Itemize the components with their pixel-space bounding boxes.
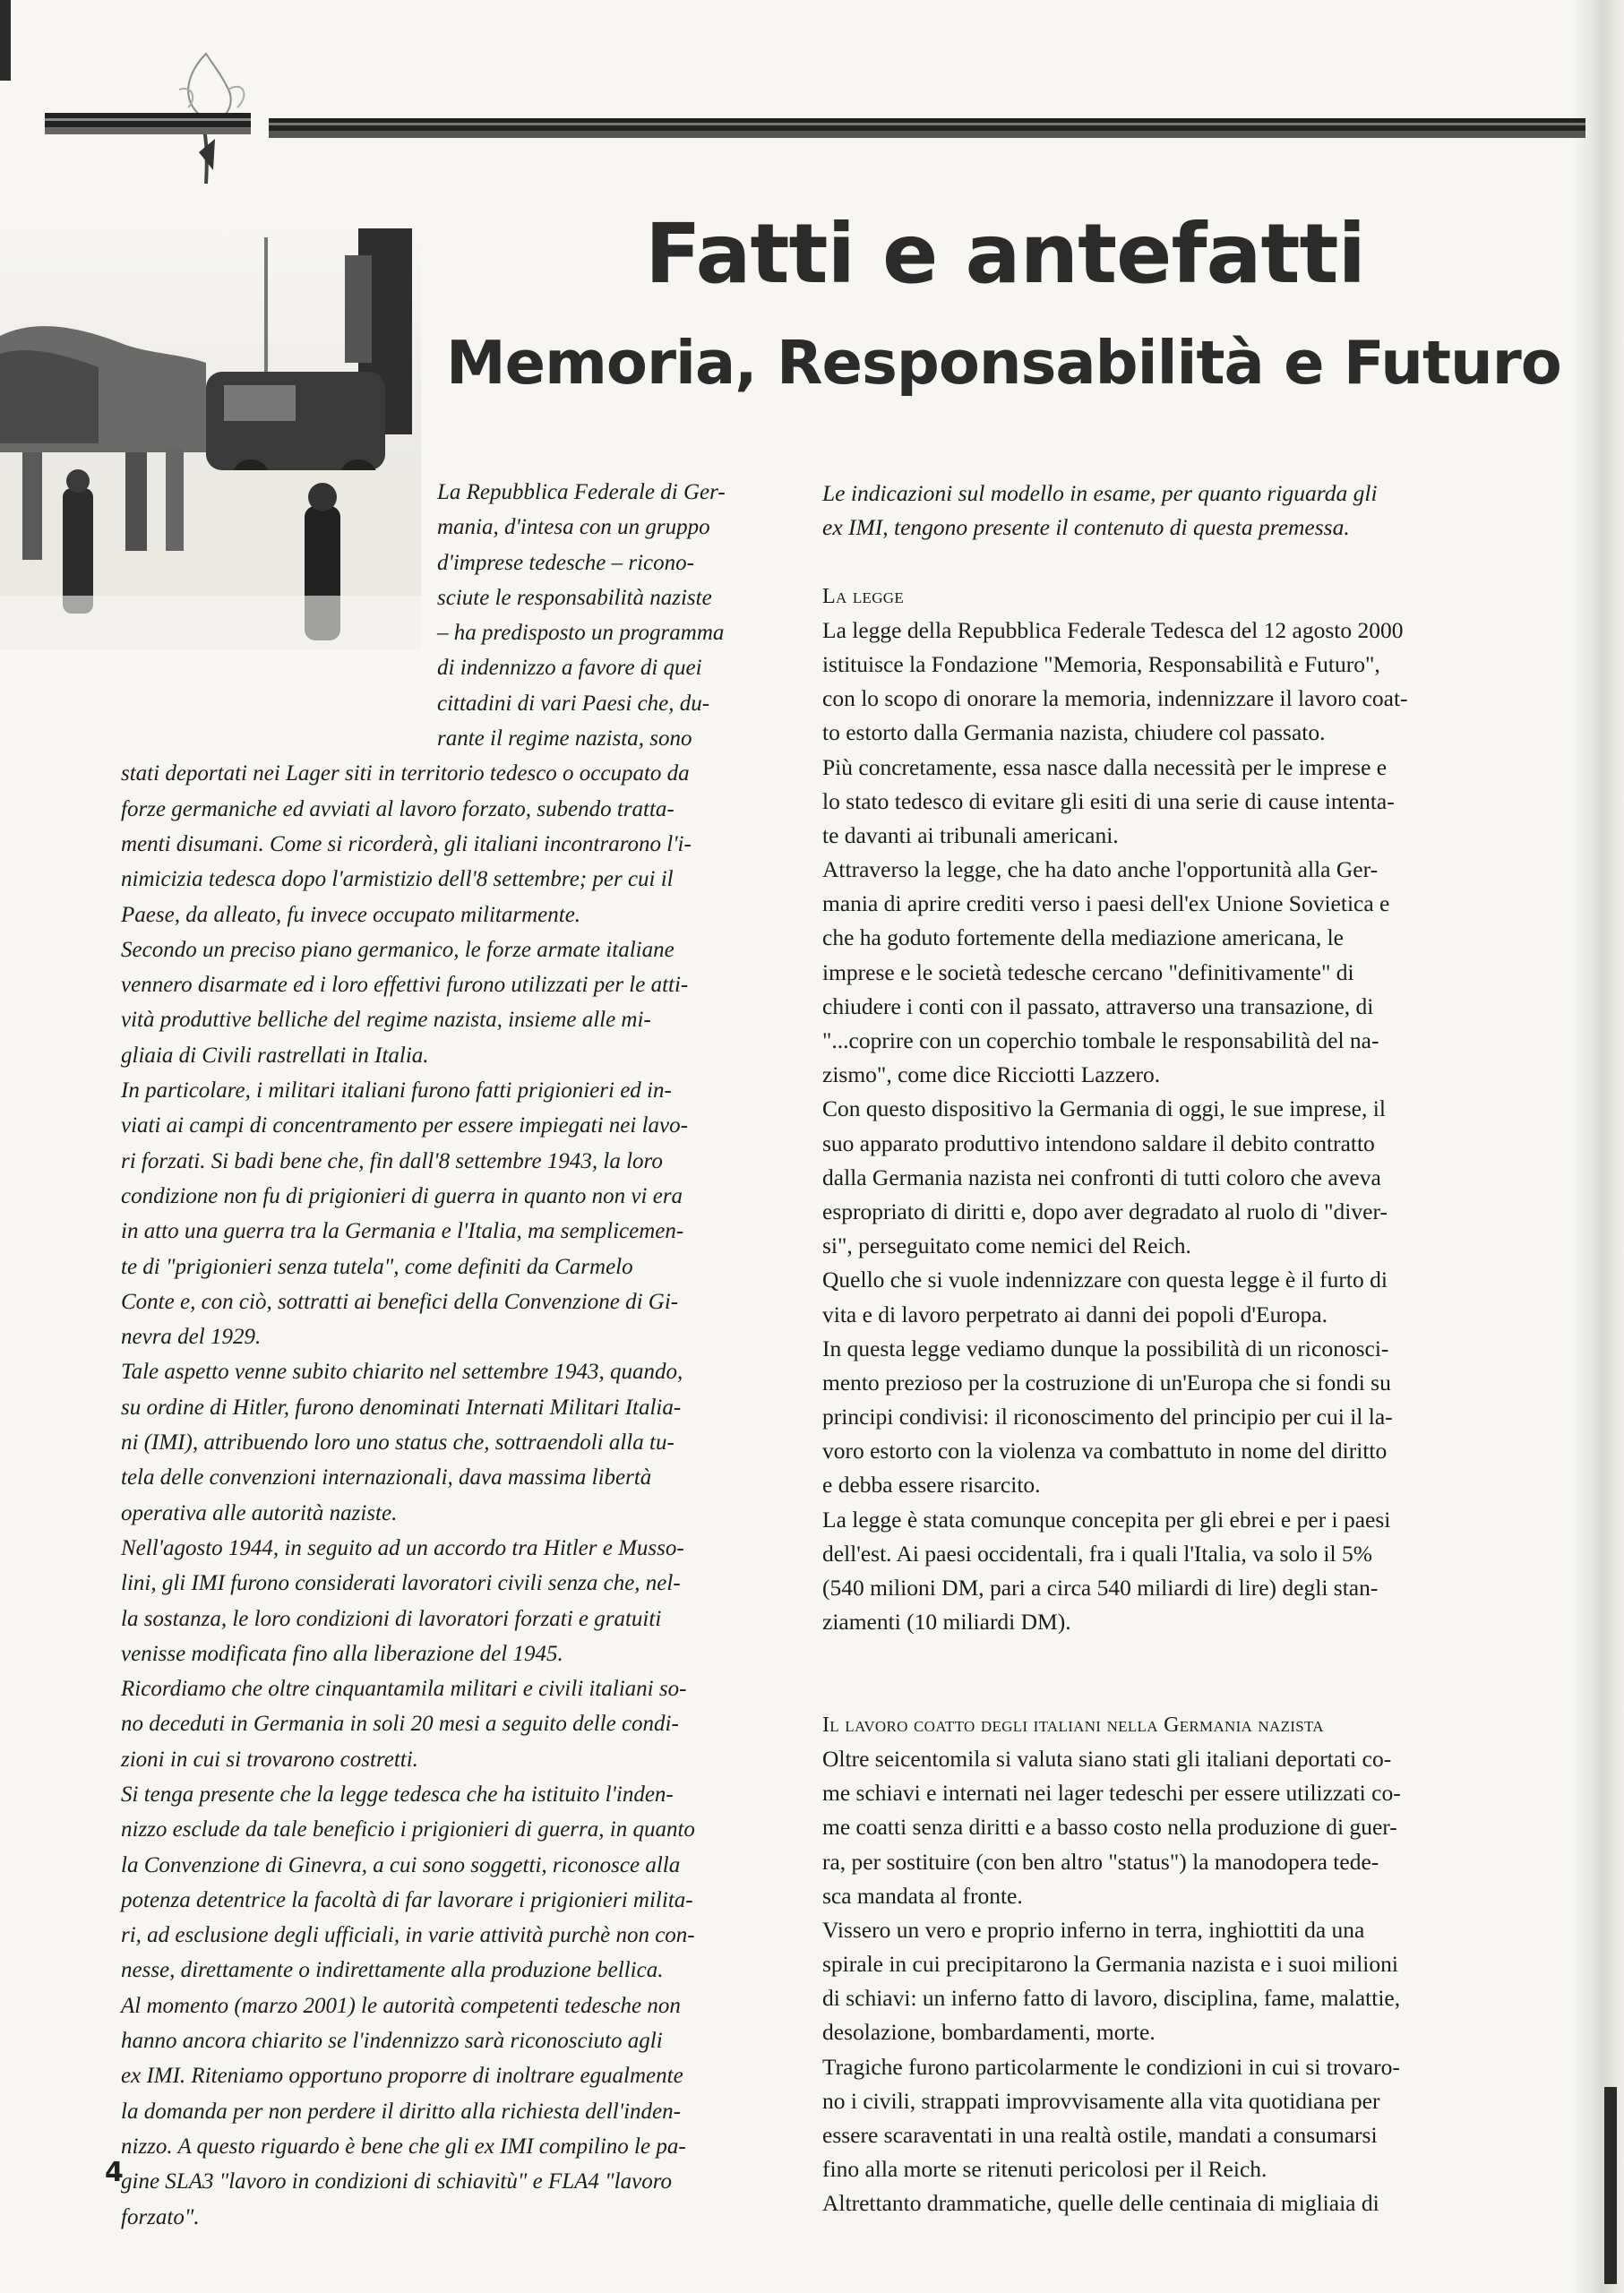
text-line: "...coprire con un coperchio tombale le responsabilità del na- (822, 1027, 1379, 1053)
text-line: to estorto dalla Germania nazista, chiudere col passato. (822, 719, 1326, 746)
text-line: di indennizzo a favore di quei (437, 656, 702, 681)
text-line: ri forzati. Si badi bene che, fin dall'8 settembre 1943, la loro (121, 1148, 663, 1173)
text-line: ziamenti (10 miliardi DM). (822, 1609, 1071, 1636)
text-line: voro estorto con la violenza va combattuto in nome del diritto (822, 1438, 1388, 1464)
text-line: ri, ad esclusione degli ufficiali, in varie attività purchè non con- (121, 1923, 695, 1948)
text-line: Oltre seicentomila si valuta siano stati gli italiani deportati co- (822, 1745, 1392, 1772)
text-line: no i civili, strappati improvvisamente alla vita quotidiana per (822, 2087, 1380, 2114)
text-line: si", perseguitato come nemici del Reich. (822, 1232, 1191, 1259)
text-line: Secondo un preciso piano germanico, le forze armate italiane (121, 937, 675, 962)
text-line: Altrettanto drammatiche, quelle delle centinaia di migliaia di (822, 2190, 1379, 2217)
text-line: nimicizia tedesca dopo l'armistizio dell'8 settembre; per cui il (121, 867, 674, 892)
text-line: viati ai campi di concentramento per essere impiegati nei lavo- (121, 1113, 688, 1138)
text-line: dalla Germania nazista nei confronti di tutti coloro che aveva (822, 1164, 1381, 1190)
text-line: principi condivisi: il riconoscimento del principio per cui il la- (822, 1404, 1393, 1430)
text-line: no deceduti in Germania in soli 20 mesi a seguito delle condi- (121, 1712, 679, 1737)
text-line: condizione non fu di prigionieri di guerra in quanto non vi era (121, 1183, 683, 1208)
text-line: Con questo dispositivo la Germania di oggi, le sue imprese, il (822, 1095, 1386, 1122)
text-line: ra, per sostituire (con ben altro "status") la manodopera tede- (822, 1848, 1379, 1875)
text-line: Si tenga presente che la legge tedesca che ha istituito l'inden- (121, 1782, 674, 1807)
text-line: Nell'agosto 1944, in seguito ad un accordo tra Hitler e Musso- (121, 1535, 684, 1560)
text-line: Paese, da alleato, fu invece occupato militarmente. (121, 902, 581, 927)
text-line: istituisce la Fondazione "Memoria, Responsabilità e Futuro", (822, 650, 1380, 677)
text-line: operativa alle autorità naziste. (121, 1500, 398, 1525)
text-line: nevra del 1929. (121, 1325, 262, 1350)
text-line: In questa legge vediamo dunque la possibilità di un riconosci- (822, 1335, 1389, 1361)
text-line: di schiavi: un inferno fatto di lavoro, disciplina, fame, malattie, (822, 1985, 1401, 2012)
text-line: Attraverso la legge, che ha dato anche l'opportunità alla Ger- (822, 856, 1379, 883)
text-line: vità produttive belliche del regime nazista, insieme alle mi- (121, 1008, 651, 1033)
text-line: zismo", come dice Ricciotti Lazzero. (822, 1061, 1161, 1088)
header-rule-left (45, 113, 251, 134)
text-line: Più concretamente, essa nasce dalla necessità per le imprese e (822, 753, 1388, 780)
text-line: suo apparato produttivo intendono saldare il debito contratto (822, 1129, 1375, 1156)
text-line: te di "prigionieri senza tutela", come definiti da Carmelo (121, 1254, 633, 1279)
section-heading-legge: La legge (822, 584, 905, 608)
text-line: forzato". (121, 2204, 200, 2229)
text-line: vennero disarmate ed i loro effettivi furono utilizzati per le atti- (121, 973, 689, 998)
page-subtitle: Memoria, Responsabilità e Futuro (446, 328, 1561, 398)
text-line: me coatti senza diritti e a basso costo nella produzione di guer- (822, 1814, 1397, 1841)
text-line: espropriato di diritti e, dopo aver degradato al ruolo di "diver- (822, 1198, 1388, 1224)
text-line: La legge della Repubblica Federale Tedesca del 12 agosto 2000 (822, 616, 1404, 643)
text-line: La Repubblica Federale di Ger- (437, 480, 726, 504)
text-line: forze germaniche ed avviati al lavoro forzato, subendo tratta- (121, 796, 675, 821)
text-line: la Convenzione di Ginevra, a cui sono soggetti, riconosce alla (121, 1852, 681, 1877)
text-line: cittadini di vari Paesi che, du- (437, 691, 710, 716)
text-line: venisse modificata fino alla liberazione del 1945. (121, 1641, 563, 1666)
text-line: stati deportati nei Lager siti in territorio tedesco o occupato da (121, 761, 690, 786)
text-line: In particolare, i militari italiani furono fatti prigionieri ed in- (121, 1078, 672, 1104)
flower-ornament-icon (152, 36, 278, 188)
text-line: dell'est. Ai paesi occidentali, fra i quali l'Italia, va solo il 5% (822, 1540, 1372, 1567)
text-line: Conte e, con ciò, sottratti ai benefici della Convenzione di Gi- (121, 1289, 679, 1314)
blank-line (822, 1639, 1440, 1673)
text-line: ex IMI, tengono presente il contenuto di questa premessa. (822, 514, 1350, 541)
text-line: spirale in cui precipitarono la Germania nazista e i suoi milioni (822, 1951, 1398, 1978)
text-line: menti disumani. Come si ricorderà, gli italiani incontrarono l'i- (121, 831, 692, 856)
page-title: Fatti e antefatti (645, 206, 1366, 302)
scan-edge-right (1570, 0, 1624, 2293)
text-line: zioni in cui si trovarono costretti. (121, 1747, 418, 1772)
text-line: gine SLA3 "lavoro in condizioni di schiavitù" e FLA4 "lavoro (121, 2169, 673, 2194)
text-line: nesse, direttamente o indirettamente alla produzione bellica. (121, 1958, 664, 1983)
text-line: Le indicazioni sul modello in esame, per quanto riguarda gli (822, 480, 1378, 506)
text-line: mania di aprire crediti verso i paesi dell'ex Unione Sovietica e (822, 890, 1390, 917)
text-line: te davanti ai tribunali americani. (822, 821, 1119, 848)
header-rule (269, 118, 1585, 138)
text-line: sciute le responsabilità naziste (437, 585, 712, 610)
text-line: in atto una guerra tra la Germania e l'Italia, ma semplicemen- (121, 1219, 684, 1244)
text-line: chiudere i conti con il passato, attraverso una transazione, di (822, 992, 1374, 1019)
text-line: sca mandata al fronte. (822, 1882, 1023, 1909)
text-line: che ha goduto fortemente della mediazione americana, le (822, 924, 1344, 951)
text-line: gliaia di Civili rastrellati in Italia. (121, 1043, 429, 1068)
page-number: 4 (105, 2157, 124, 2188)
text-line: su ordine di Hitler, furono denominati Internati Militari Italia- (121, 1395, 682, 1420)
text-line: (540 milioni DM, pari a circa 540 miliardi di lire) degli stan- (822, 1575, 1379, 1601)
text-line: con lo scopo di onorare la memoria, indennizzare il lavoro coat- (822, 685, 1408, 712)
text-line: essere scaraventati in una realtà ostile, mandati a consumarsi (822, 2122, 1378, 2148)
section-heading-lavoro-coatto: Il lavoro coatto degli italiani nella Germania nazista (822, 1713, 1324, 1737)
text-line: me schiavi e internati nei lager tedeschi per essere utilizzati co- (822, 1780, 1401, 1807)
text-line: imprese e le società tedesche cercano "definitivamente" di (822, 958, 1354, 985)
text-line: Al momento (marzo 2001) le autorità competenti tedesche non (121, 1993, 681, 2018)
text-line: Tale aspetto venne subito chiarito nel settembre 1943, quando, (121, 1360, 683, 1385)
text-line: fino alla morte se ritenuti pericolosi per il Reich. (822, 2156, 1267, 2183)
text-line: vita e di lavoro perpetrato ai danni dei popoli d'Europa. (822, 1301, 1328, 1327)
text-line: la sostanza, le loro condizioni di lavoratori forzati e gratuiti (121, 1606, 662, 1631)
text-line: La legge è stata comunque concepita per gli ebrei e per i paesi (822, 1506, 1391, 1533)
text-line: nizzo. A questo riguardo è bene che gli ex IMI compilino le pa- (121, 2134, 686, 2159)
text-line: tela delle convenzioni internazionali, dava massima libertà (121, 1465, 652, 1490)
text-line: Ricordiamo che oltre cinquantamila militari e civili italiani so- (121, 1677, 687, 1702)
blank-line (822, 1674, 1440, 1708)
text-line: d'imprese tedesche – ricono- (437, 550, 694, 575)
text-line: Vissero un vero e proprio inferno in terra, inghiottiti da una (822, 1916, 1365, 1943)
scan-edge-left (0, 0, 11, 81)
text-line: hanno ancora chiarito se l'indennizzo sarà riconosciuto agli (121, 2029, 663, 2054)
text-line: ni (IMI), attribuendo loro uno status che, sottraendoli alla tu- (121, 1430, 675, 1456)
text-line: mento prezioso per la costruzione di un'Europa che si fondi su (822, 1369, 1391, 1396)
text-line: potenza detentrice la facoltà di far lavorare i prigionieri milita- (121, 1887, 693, 1912)
text-line: e debba essere risarcito. (822, 1472, 1041, 1499)
text-line: lo stato tedesco di evitare gli esiti di una serie di cause intenta- (822, 787, 1395, 814)
left-column-text (0, 475, 749, 2235)
right-column-text (822, 477, 1440, 2221)
blank-line (822, 545, 1440, 579)
text-line: lini, gli IMI furono considerati lavoratori civili senza che, nel- (121, 1571, 681, 1596)
text-line: – ha predisposto un programma (437, 621, 725, 646)
text-line: ex IMI. Riteniamo opportuno proporre di inoltrare egualmente (121, 2064, 683, 2089)
text-line: nizzo esclude da tale beneficio i prigionieri di guerra, in quanto (121, 1817, 695, 1842)
text-line: desolazione, bombardamenti, morte. (822, 2019, 1156, 2046)
text-line: la domanda per non perdere il diritto alla richiesta dell'inden- (121, 2099, 681, 2124)
text-line: Tragiche furono particolarmente le condizioni in cui si trovaro- (822, 2053, 1400, 2080)
text-line: Quello che si vuole indennizzare con questa legge è il furto di (822, 1267, 1388, 1293)
text-line: mania, d'intesa con un gruppo (437, 515, 710, 540)
text-line: rante il regime nazista, sono (437, 726, 692, 751)
